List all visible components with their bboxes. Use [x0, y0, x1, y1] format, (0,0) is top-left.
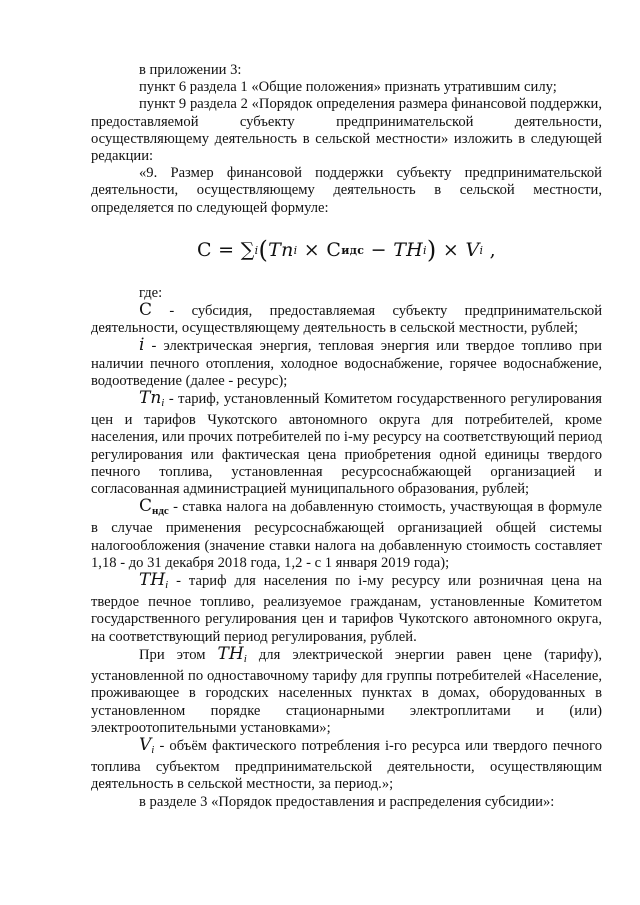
formula-paren-close: ) — [426, 236, 437, 265]
definition-text: - тариф, установленный Комитетом государственного регулирования цен и тарифов Чукотского автономного округа для потребителей, кроме населения, или прочих потребителей по i-му ресурсу на соответствующий период регулирования или фактическая цена приобретения одной единицы твердого печного топлива, установленная ресурсоснабжающей организацией и согласованная администрацией муниципального образования, рублей; — [91, 391, 602, 498]
definition-c — [91, 302, 602, 337]
symbol-i: i — [139, 335, 145, 356]
paragraph-text: пункт 9 раздела 2 «Порядок определения размера финансовой поддержки, предоставляемой субъекту предпринимательской деятельности, осуществляющему деятельность в сельской местности» изложить в следующей редакции: — [91, 96, 602, 165]
paragraph-point9 — [91, 96, 602, 165]
formula-eq: = — [211, 239, 241, 262]
definition-cnds — [91, 498, 602, 572]
definition-th — [91, 572, 602, 646]
definition-v — [91, 734, 602, 794]
paragraph-text: «9. Размер финансовой поддержки субъекту предпринимательской деятельности, осуществляющему деятельность в сельской местности, определяется по следующей формуле: — [91, 165, 602, 216]
symbol-index: i — [151, 743, 155, 756]
definition-text: - объём фактического потребления i-го ресурса или твердого печного топлива субъектом предпринимательской деятельности, осуществляющим деятельность в сельской местности, за период.»; — [91, 737, 602, 793]
definition-tn — [91, 390, 602, 498]
symbol-tn: Tn — [139, 388, 162, 409]
symbol-v: V — [139, 734, 152, 755]
symbol-index: ндс — [152, 505, 169, 518]
formula-v-index: i — [479, 244, 484, 258]
formula-minus: − — [364, 239, 394, 262]
symbol-index: i — [165, 579, 169, 592]
note-prefix: При этом — [139, 646, 218, 663]
paragraph-appendix — [91, 62, 602, 79]
symbol-c: С — [139, 300, 153, 321]
definition-text: - ставка налога на добавленную стоимость, участвующая в формуле в случае применения ресурсоснабжающей организацией общей системы налогообложения (значение ставки налога на добавленную стоимость составляет 1,18 - до 31 декабря 2018 года, 1,2 - с 1 января 2019 года); — [91, 499, 602, 571]
formula-th-index: i — [423, 244, 427, 258]
paragraph-section3 — [91, 794, 602, 811]
formula-cnds-index: идс — [341, 244, 365, 258]
definition-i — [91, 337, 602, 390]
formula-paren-open: ( — [258, 236, 269, 265]
formula-sum: ∑ — [240, 239, 255, 262]
formula-times: × — [436, 239, 466, 262]
definition-text: - субсидия, предоставляемая субъекту предпринимательской деятельности, осуществляющему деятельность в сельской местности, рублей; — [91, 303, 602, 337]
paragraph-text: пункт 6 раздела 1 «Общие положения» признать утратившим силу; — [139, 79, 557, 96]
symbol-th: TH — [139, 570, 166, 591]
symbol-index: i — [243, 652, 247, 665]
paragraph-where — [91, 285, 602, 302]
definition-text: - тариф для населения по i-му ресурсу или розничная цена на твердое печное топливо, реализуемое гражданам, установленные Комитетом государственного регулирования цен и тарифов Чукотского автономного округа, на соответствующий период регулирования, рублей. — [91, 573, 602, 645]
formula-c: C — [196, 239, 212, 262]
symbol-index: i — [161, 397, 165, 410]
paragraph-text: в разделе 3 «Порядок предоставления и распределения субсидии»: — [139, 793, 555, 810]
formula-tn-index: i — [293, 244, 298, 258]
symbol-th: TH — [217, 643, 244, 664]
paragraph-clause9 — [91, 165, 602, 217]
subsidy-formula — [91, 231, 602, 271]
document-body — [91, 62, 602, 811]
definition-text: - электрическая энергия, тепловая энергия или твердое топливо при наличии печного отопления, холодное водоснабжение, горячее водоснабжение, водоотведение (далее - ресурс); — [91, 338, 602, 389]
formula-v: V — [465, 239, 480, 262]
formula-cnds: C — [326, 239, 342, 262]
paragraph-point6 — [91, 79, 602, 96]
note-text: для электрической энергии равен цене (тарифу), установленной по одноставочному тарифу для группы потребителей «Население, проживающее в городских населенных пунктах в домах, оборудованных в установленном порядке стационарными электроплитами и (или) электроотопительными установками»; — [91, 646, 602, 736]
paragraph-text: в приложении 3: — [139, 62, 242, 78]
formula-th: TH — [393, 239, 424, 262]
formula-tail: , — [483, 239, 496, 262]
formula-times: × — [297, 239, 327, 262]
paragraph-note — [91, 643, 602, 737]
symbol-cnds: С — [139, 496, 153, 517]
paragraph-text: где: — [139, 284, 163, 301]
formula-sum-index: i — [254, 244, 259, 258]
formula-tn: Tn — [268, 239, 294, 262]
